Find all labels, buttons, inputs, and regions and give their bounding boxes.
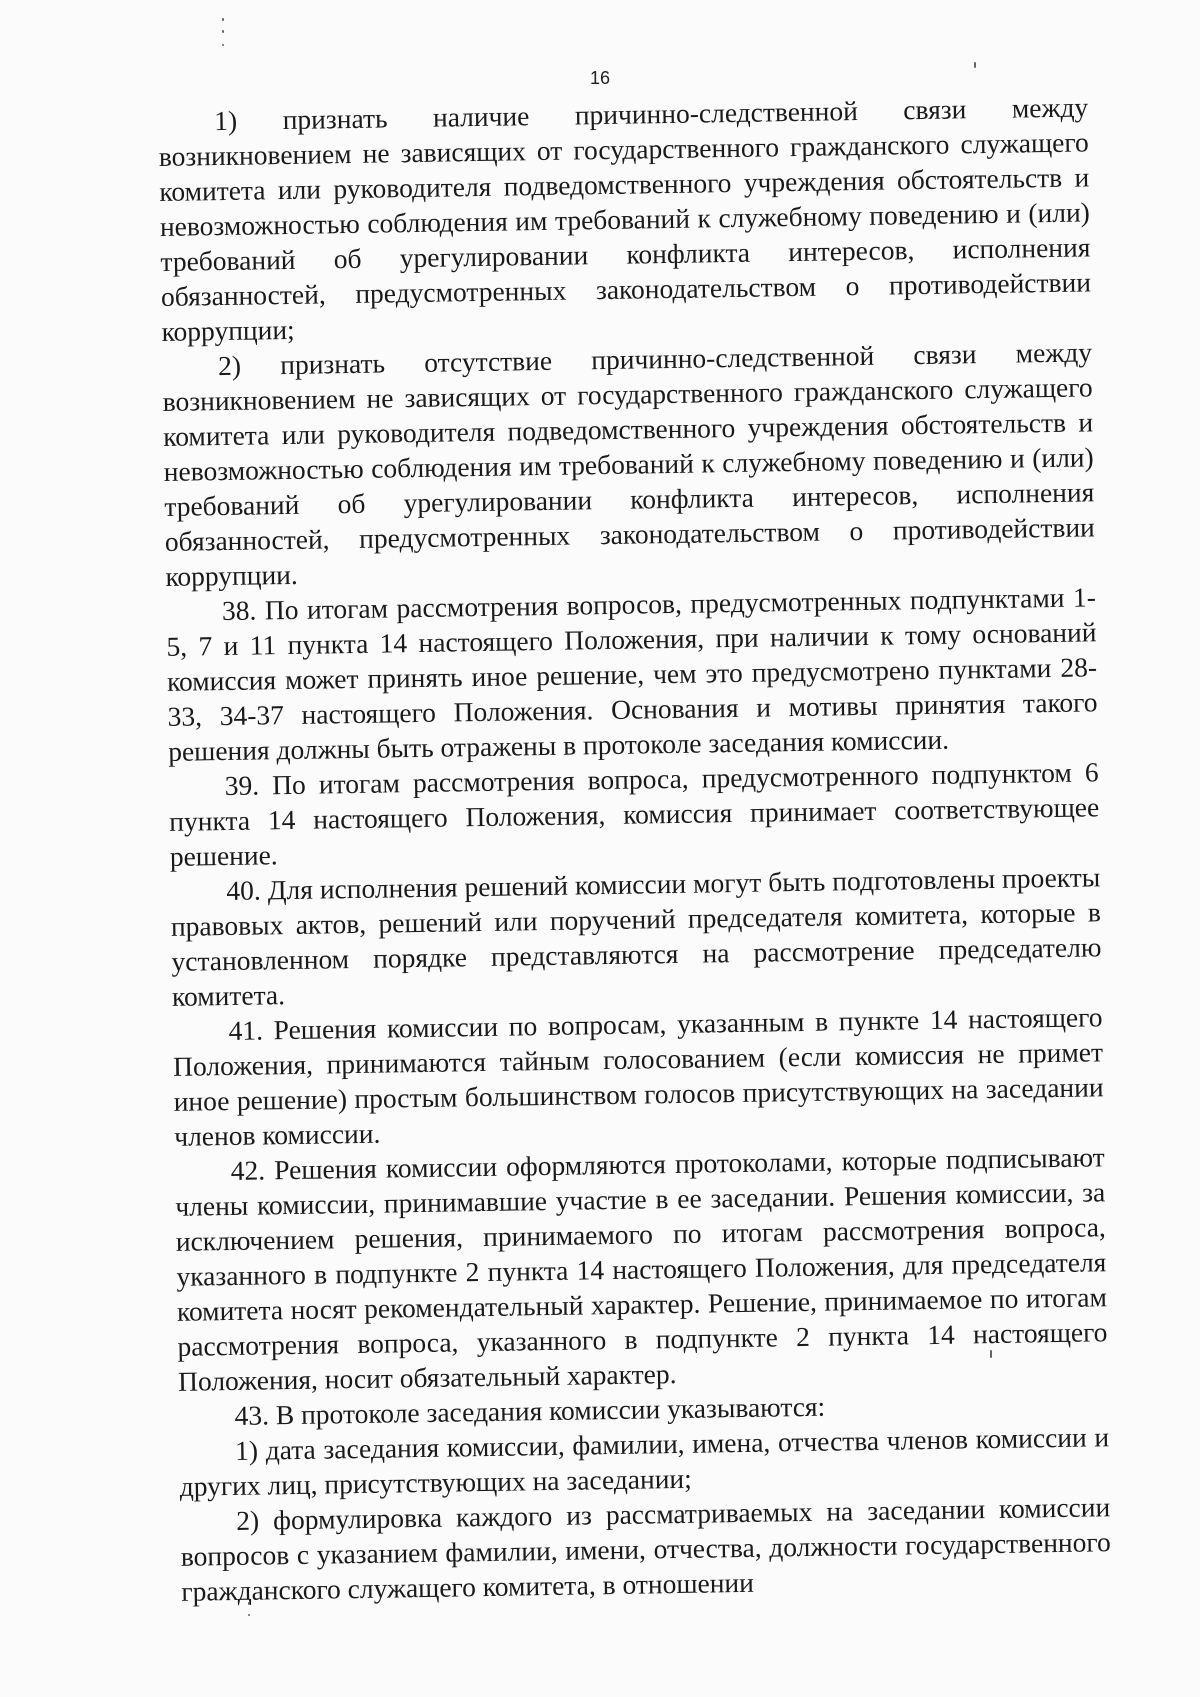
paragraph-43-item-2: 2) формулировка каждого из рассматриваемых на заседании комиссии вопросов с указанием фамилии, имени, отчества, должности государственного гражданского служащего комитета, в отношении bbox=[180, 1491, 1111, 1607]
document-body bbox=[158, 89, 1112, 1608]
page-number: 16 bbox=[589, 68, 611, 88]
paragraph-43: 43. В протоколе заседания комиссии указываются: bbox=[234, 1390, 826, 1431]
scan-speck bbox=[222, 18, 224, 21]
paragraph-37-item-1: 1) признать наличие причинно-следственной связи между возникновением не зависящих от государственного гражданского служащего комитета или руководителя подведомственного учреждения обстоятельств и невозможностью соблюдения им требований к служебному поведению и (или) требований об урегулировании конфликта интересов, исполнения обязанностей, предусмотренных законодательством о противодействии коррупции; bbox=[158, 91, 1092, 347]
scan-speck bbox=[222, 30, 224, 33]
paragraph-42: 42. Решения комиссии оформляются протоколами, которые подписывают члены комиссии, принимавшие участие в ее заседании. Решения комиссии, за исключением решения, принимаемого по итогам рассмотрения вопроса, указанного в подпункте 2 пункта 14 настоящего Положения, для председателя комитета носят рекомендательный характер. Решение, принимаемое по итогам рассмотрения вопроса, указанного в подпункте 2 пункта 14 настоящего Положения, носит обязательный характер. bbox=[175, 1141, 1108, 1397]
paragraph-43-item-1: 1) дата заседания комиссии, фамилии, имена, отчества членов комиссии и других лиц, присутствующих на заседании; bbox=[179, 1421, 1110, 1502]
scan-speck bbox=[248, 1614, 250, 1616]
paragraph-37-item-2: 2) признать отсутствие причинно-следственной связи между возникновением не зависящих от государственного гражданского служащего комитета или руководителя подведомственного учреждения обстоятельств и невозможностью соблюдения им требований к служебному поведению и (или) требований об урегулировании конфликта интересов, исполнения обязанностей, предусмотренных законодательством о противодействии коррупции. bbox=[162, 336, 1096, 592]
paragraph-41: 41. Решения комиссии по вопросам, указанным в пункте 14 настоящего Положения, принимаются тайным голосованием (если комиссия не примет иное решение) простым большинством голосов присутствующих на заседании членов комиссии. bbox=[172, 1001, 1104, 1152]
paragraph-40: 40. Для исполнения решений комиссии могут быть подготовлены проекты правовых актов, решений или поручений председателя комитета, которые в установленном порядке представляются на рассмотрение председателю комитета. bbox=[170, 861, 1102, 1012]
paragraph-38: 38. По итогам рассмотрения вопросов, предусмотренных подпунктами 1-5, 7 и 11 пункта 14 настоящего Положения, при наличии к тому оснований комиссия может принять иное решение, чем это предусмотрено пунктами 28-33, 34-37 настоящего Положения. Основания и мотивы принятия такого решения должны быть отражены в протоколе заседания комиссии. bbox=[166, 581, 1098, 767]
paragraph-39: 39. По итогам рассмотрения вопроса, предусмотренного подпунктом 6 пункта 14 настоящего Положения, комиссия принимает соответствующее решение. bbox=[169, 756, 1100, 872]
scan-speck bbox=[222, 44, 224, 46]
